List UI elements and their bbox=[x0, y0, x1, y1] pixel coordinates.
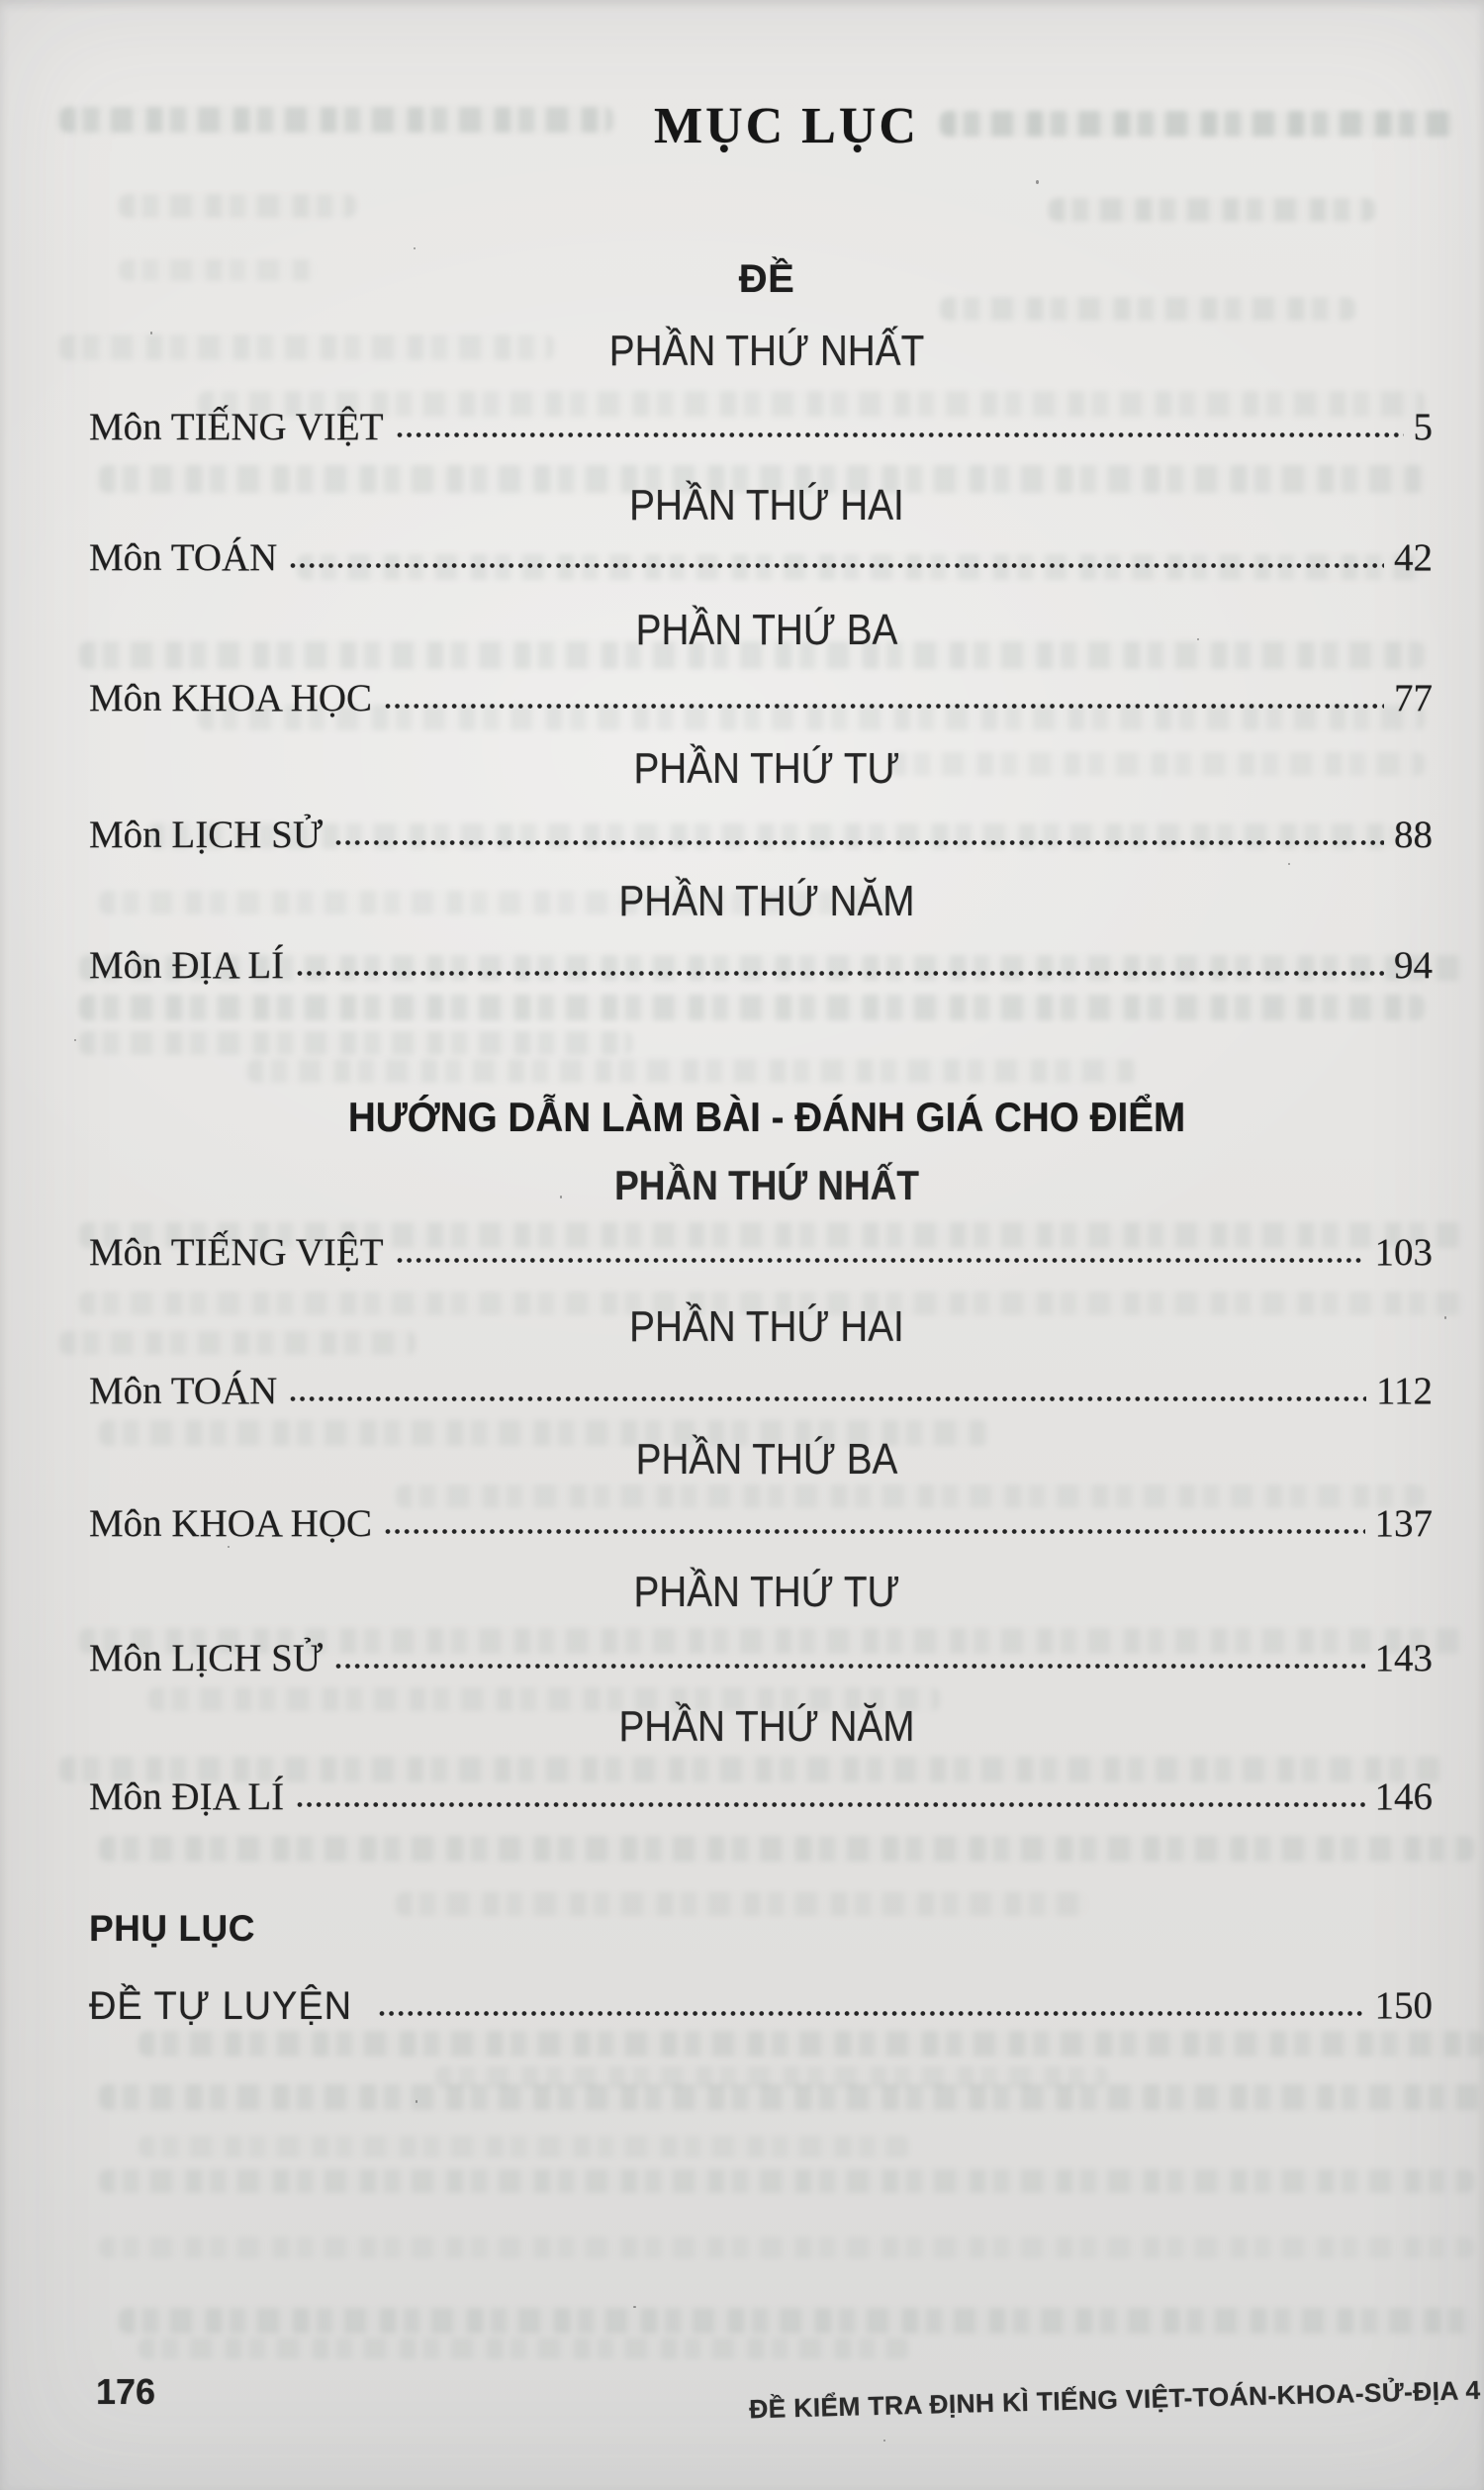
part-heading: PHẦN THỨ HAI bbox=[629, 481, 904, 529]
entry-label: ĐỀ TỰ LUYỆN bbox=[89, 1984, 353, 2028]
footer-running-title: ĐỀ KIỂM TRA ĐỊNH KÌ TIẾNG VIỆT-TOÁN-KHOA-SỬ-ĐỊA 4 bbox=[748, 2375, 1481, 2425]
bleed-through-artifact bbox=[139, 2031, 1484, 2057]
footer-page-number: 176 bbox=[96, 2371, 156, 2412]
entry-page-number: 150 bbox=[1374, 1984, 1433, 2028]
entry-page-number: 94 bbox=[1394, 944, 1433, 987]
part-heading: PHẦN THỨ TƯ bbox=[633, 744, 900, 793]
bleed-through-artifact bbox=[79, 1031, 633, 1055]
entry-label: Môn TIẾNG VIỆT bbox=[89, 1231, 384, 1274]
entry-page-number: 112 bbox=[1375, 1370, 1433, 1412]
bleed-through-artifact bbox=[139, 2338, 910, 2359]
part-heading: PHẦN THỨ NHẤT bbox=[614, 1162, 919, 1208]
dot-leader bbox=[296, 969, 1384, 978]
bleed-through-artifact bbox=[99, 2237, 1474, 2258]
bleed-through-artifact bbox=[139, 2136, 910, 2157]
entry-label: Môn LỊCH SỬ bbox=[89, 814, 324, 856]
part-heading: PHẦN THỨ NĂM bbox=[618, 877, 915, 925]
part-heading: PHẦN THỨ BA bbox=[635, 1435, 898, 1484]
part-heading: PHẦN THỨ NHẤT bbox=[608, 327, 925, 375]
entry-page-number: 42 bbox=[1394, 536, 1433, 579]
toc-entry bbox=[89, 675, 1433, 723]
entry-page-number: 137 bbox=[1374, 1502, 1433, 1545]
paper-speckle bbox=[74, 1039, 76, 1041]
entry-label: Môn KHOA HỌC bbox=[89, 1502, 373, 1545]
toc-entry bbox=[89, 1635, 1433, 1683]
toc-entry bbox=[89, 942, 1433, 991]
dot-leader bbox=[334, 1662, 1364, 1671]
bleed-through-artifact bbox=[79, 995, 1425, 1020]
dot-leader bbox=[296, 1800, 1364, 1809]
bleed-through-artifact bbox=[119, 194, 356, 218]
entry-label: Môn LỊCH SỬ bbox=[89, 1637, 324, 1679]
dot-leader bbox=[384, 1527, 1364, 1536]
toc-entry bbox=[89, 812, 1433, 860]
dot-leader bbox=[334, 838, 1384, 847]
entry-label: Môn ĐỊA LÍ bbox=[89, 944, 285, 987]
dot-leader bbox=[289, 1394, 1366, 1403]
part-heading: PHẦN THỨ HAI bbox=[629, 1302, 904, 1351]
entry-page-number: 77 bbox=[1394, 677, 1433, 719]
toc-entry bbox=[89, 404, 1433, 452]
entry-label: Môn TOÁN bbox=[89, 1370, 278, 1412]
bleed-through-artifact bbox=[99, 1836, 1474, 1862]
entry-label: Môn TIẾNG VIỆT bbox=[89, 406, 384, 448]
section-heading-phu-luc: PHỤ LỤC bbox=[89, 1908, 255, 1949]
paper-speckle bbox=[414, 247, 416, 249]
paper-speckle bbox=[883, 2440, 885, 2442]
dot-leader bbox=[378, 2009, 1364, 2018]
entry-page-number: 143 bbox=[1374, 1637, 1433, 1679]
entry-page-number: 88 bbox=[1394, 814, 1433, 856]
entry-label: Môn TOÁN bbox=[89, 536, 278, 579]
toc-entry bbox=[89, 1773, 1433, 1822]
entry-label: Môn ĐỊA LÍ bbox=[89, 1775, 285, 1818]
bleed-through-artifact bbox=[1049, 198, 1375, 222]
paper-speckle bbox=[1036, 180, 1039, 184]
entry-page-number: 146 bbox=[1374, 1775, 1433, 1818]
toc-entry bbox=[89, 1368, 1433, 1416]
toc-entry bbox=[89, 1229, 1433, 1278]
toc-entry bbox=[89, 534, 1433, 583]
section-heading-huong-dan: HƯỚNG DẪN LÀM BÀI - ĐÁNH GIÁ CHO ĐIỂM bbox=[347, 1094, 1186, 1140]
paper-speckle bbox=[1444, 1316, 1446, 1319]
paper-speckle bbox=[416, 2100, 417, 2103]
dot-leader bbox=[396, 431, 1404, 439]
bleed-through-artifact bbox=[99, 2084, 1484, 2110]
part-heading: PHẦN THỨ TƯ bbox=[633, 1568, 900, 1616]
paper-speckle bbox=[150, 332, 152, 335]
part-heading: PHẦN THỨ NĂM bbox=[618, 1702, 915, 1751]
dot-leader bbox=[396, 1256, 1365, 1265]
section-heading-de: ĐỀ bbox=[738, 257, 795, 301]
bleed-through-artifact bbox=[99, 2169, 1474, 2193]
bleed-through-artifact bbox=[119, 2308, 1474, 2334]
entry-page-number: 103 bbox=[1374, 1231, 1433, 1274]
dot-leader bbox=[384, 702, 1384, 711]
paper-speckle bbox=[633, 2306, 636, 2308]
entry-label: Môn KHOA HỌC bbox=[89, 677, 373, 719]
part-heading: PHẦN THỨ BA bbox=[635, 606, 898, 654]
bleed-through-artifact bbox=[247, 1059, 1138, 1083]
page-title: MỤC LỤC bbox=[654, 98, 919, 154]
toc-entry bbox=[89, 1981, 1433, 2031]
toc-entry bbox=[89, 1500, 1433, 1549]
paper-speckle bbox=[1288, 863, 1290, 865]
dot-leader bbox=[289, 561, 1384, 570]
entry-page-number: 5 bbox=[1413, 406, 1433, 448]
